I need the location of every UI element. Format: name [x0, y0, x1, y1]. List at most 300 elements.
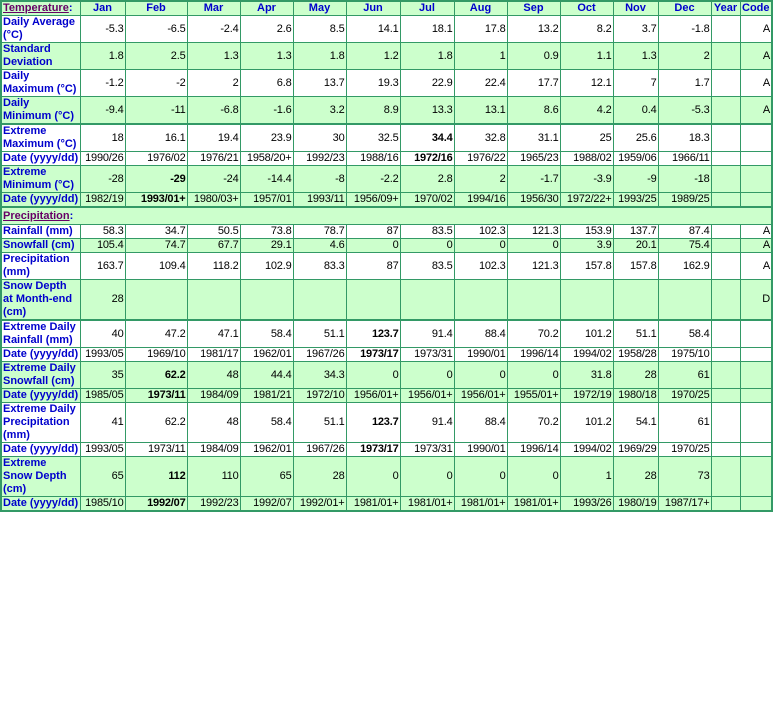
cell-dec: 1.7: [658, 70, 711, 97]
cell-aug: 17.8: [454, 16, 507, 43]
cell-jun: [346, 280, 400, 321]
cell-oct: 1972/19: [560, 389, 613, 403]
cell-oct: 1: [560, 457, 613, 497]
cell-mar: 2: [187, 70, 240, 97]
cell-year: [711, 389, 740, 403]
cell-apr: 1992/07: [240, 497, 293, 512]
table-row: [1, 166, 772, 193]
row-label: Date (yyyy/dd): [3, 497, 79, 509]
cell-sep: 31.1: [507, 124, 560, 152]
cell-jul: 1970/02: [400, 193, 454, 208]
cell-dec: 73: [658, 457, 711, 497]
cell-apr: 58.4: [240, 403, 293, 443]
cell-code: [740, 443, 772, 457]
cell-mar: 48: [187, 403, 240, 443]
cell-dec: 18.3: [658, 124, 711, 152]
row-label: Daily Maximum (°C): [1, 70, 80, 97]
cell-oct: 12.1: [560, 70, 613, 97]
row-label: Date (yyyy/dd): [3, 348, 79, 360]
table-row: [1, 348, 772, 362]
record-value: 1973/17: [360, 348, 399, 360]
cell-nov: 25.6: [613, 124, 658, 152]
cell-apr: 1962/01: [240, 443, 293, 457]
cell-year: [711, 16, 740, 43]
cell-mar: 1980/03+: [187, 193, 240, 208]
cell-jul: [400, 124, 454, 152]
cell-may: -8: [293, 166, 346, 193]
temperature-section-header: [1, 1, 80, 16]
precipitation-link[interactable]: Precipitation: [3, 209, 70, 222]
cell-jun: 19.3: [346, 70, 400, 97]
cell-may: 1972/10: [293, 389, 346, 403]
cell-nov: 1959/06: [613, 152, 658, 166]
cell-aug: 102.3: [454, 225, 507, 239]
cell-sep: 0.9: [507, 43, 560, 70]
cell-code: [740, 362, 772, 389]
cell-apr: 44.4: [240, 362, 293, 389]
cell-year: [711, 43, 740, 70]
cell-aug: 1956/01+: [454, 389, 507, 403]
record-value: 1973/17: [360, 443, 399, 455]
row-label: Extreme Minimum (°C): [1, 166, 80, 193]
table-row: [1, 362, 772, 389]
cell-code: [740, 152, 772, 166]
row-label: Snow Depth at Month-end (cm): [1, 280, 80, 321]
cell-year: [711, 152, 740, 166]
cell-dec: 1970/25: [658, 389, 711, 403]
row-label: Daily Minimum (°C): [1, 97, 80, 125]
cell-aug: [454, 280, 507, 321]
record-value: 34.4: [431, 131, 453, 144]
column-header-jul: Jul: [400, 1, 454, 16]
cell-jun: 87: [346, 253, 400, 280]
cell-aug: 1976/22: [454, 152, 507, 166]
cell-sep: -1.7: [507, 166, 560, 193]
cell-dec: 2: [658, 43, 711, 70]
cell-oct: 1972/22+: [560, 193, 613, 208]
cell-apr: 1957/01: [240, 193, 293, 208]
cell-aug: 1990/01: [454, 443, 507, 457]
column-header-may: May: [293, 1, 346, 16]
cell-dec: 61: [658, 362, 711, 389]
cell-apr: 1958/20+: [240, 152, 293, 166]
cell-year: [711, 362, 740, 389]
cell-oct: 101.2: [560, 320, 613, 348]
cell-nov: 1980/18: [613, 389, 658, 403]
cell-jan: 1985/05: [80, 389, 125, 403]
cell-may: 83.3: [293, 253, 346, 280]
cell-year: [711, 193, 740, 208]
cell-sep: 0: [507, 239, 560, 253]
cell-code: [740, 389, 772, 403]
cell-code: [740, 348, 772, 362]
cell-may: 51.1: [293, 320, 346, 348]
cell-oct: 31.8: [560, 362, 613, 389]
cell-nov: 54.1: [613, 403, 658, 443]
cell-apr: -1.6: [240, 97, 293, 125]
cell-nov: -9: [613, 166, 658, 193]
cell-may: 13.7: [293, 70, 346, 97]
cell-feb: 2.5: [125, 43, 187, 70]
cell-jul: 1.8: [400, 43, 454, 70]
cell-may: 34.3: [293, 362, 346, 389]
cell-feb: 34.7: [125, 225, 187, 239]
cell-aug: 0: [454, 362, 507, 389]
cell-aug: 1: [454, 43, 507, 70]
cell-oct: 1993/26: [560, 497, 613, 512]
table-row: [1, 320, 772, 348]
cell-sep: 17.7: [507, 70, 560, 97]
cell-dec: 1975/10: [658, 348, 711, 362]
table-row: [1, 43, 772, 70]
cell-sep: 70.2: [507, 320, 560, 348]
cell-mar: [187, 280, 240, 321]
cell-sep: 0: [507, 362, 560, 389]
cell-nov: 157.8: [613, 253, 658, 280]
cell-nov: 3.7: [613, 16, 658, 43]
colon: :: [69, 209, 74, 222]
cell-jun: 1988/16: [346, 152, 400, 166]
row-label: Extreme Daily Snowfall (cm): [1, 362, 80, 389]
column-header-feb: Feb: [125, 1, 187, 16]
cell-jan: 58.3: [80, 225, 125, 239]
cell-year: [711, 457, 740, 497]
cell-year: [711, 124, 740, 152]
cell-jun: 14.1: [346, 16, 400, 43]
row-label: Rainfall (mm): [1, 225, 80, 239]
cell-jan: 65: [80, 457, 125, 497]
cell-feb: [125, 362, 187, 389]
cell-year: [711, 253, 740, 280]
cell-jun: 0: [346, 362, 400, 389]
temperature-link[interactable]: Temperature: [3, 2, 69, 14]
cell-year: [711, 97, 740, 125]
cell-mar: 50.5: [187, 225, 240, 239]
cell-feb: 47.2: [125, 320, 187, 348]
cell-year: [711, 225, 740, 239]
cell-jul: 1973/31: [400, 348, 454, 362]
cell-code: A: [740, 43, 772, 70]
cell-mar: 48: [187, 362, 240, 389]
cell-apr: 1.3: [240, 43, 293, 70]
cell-code: D: [740, 280, 772, 321]
cell-year: [711, 70, 740, 97]
record-value: -29: [170, 172, 186, 185]
cell-code: A: [740, 97, 772, 125]
cell-feb: 109.4: [125, 253, 187, 280]
cell-sep: 121.3: [507, 225, 560, 239]
cell-jan: 1993/05: [80, 443, 125, 457]
cell-oct: 25: [560, 124, 613, 152]
cell-year: [711, 239, 740, 253]
column-header-dec: Dec: [658, 1, 711, 16]
table-row: [1, 152, 772, 166]
cell-apr: 29.1: [240, 239, 293, 253]
column-header-jun: Jun: [346, 1, 400, 16]
cell-may: 8.5: [293, 16, 346, 43]
cell-mar: -2.4: [187, 16, 240, 43]
row-label: Snowfall (cm): [1, 239, 80, 253]
cell-mar: 67.7: [187, 239, 240, 253]
cell-dec: 1987/17+: [658, 497, 711, 512]
cell-nov: 137.7: [613, 225, 658, 239]
table-row: [1, 193, 772, 208]
cell-jul: 83.5: [400, 225, 454, 239]
cell-aug: 22.4: [454, 70, 507, 97]
cell-feb: 62.2: [125, 403, 187, 443]
record-value: 123.7: [371, 327, 399, 340]
cell-oct: [560, 280, 613, 321]
cell-feb: [125, 280, 187, 321]
cell-jul: [400, 280, 454, 321]
column-header-nov: Nov: [613, 1, 658, 16]
row-label: Date (yyyy/dd): [3, 152, 79, 164]
cell-sep: 1956/30: [507, 193, 560, 208]
cell-feb: [125, 166, 187, 193]
cell-sep: 1996/14: [507, 348, 560, 362]
cell-nov: 28: [613, 457, 658, 497]
table-row: [1, 457, 772, 497]
cell-nov: 28: [613, 362, 658, 389]
cell-nov: 20.1: [613, 239, 658, 253]
cell-dec: 1966/11: [658, 152, 711, 166]
cell-dec: 1970/25: [658, 443, 711, 457]
row-label: Extreme Snow Depth (cm): [1, 457, 80, 497]
cell-jan: 1982/19: [80, 193, 125, 208]
cell-apr: 1981/21: [240, 389, 293, 403]
cell-feb: -11: [125, 97, 187, 125]
cell-oct: -3.9: [560, 166, 613, 193]
cell-sep: 0: [507, 457, 560, 497]
cell-may: 1993/11: [293, 193, 346, 208]
cell-mar: -6.8: [187, 97, 240, 125]
cell-oct: 1994/02: [560, 348, 613, 362]
colon: :: [68, 2, 73, 14]
cell-may: 78.7: [293, 225, 346, 239]
cell-dec: 87.4: [658, 225, 711, 239]
cell-jun: [346, 403, 400, 443]
cell-code: [740, 497, 772, 512]
cell-code: [740, 320, 772, 348]
cell-aug: 13.1: [454, 97, 507, 125]
cell-jul: 91.4: [400, 320, 454, 348]
cell-aug: 0: [454, 457, 507, 497]
cell-mar: 1992/23: [187, 497, 240, 512]
cell-mar: -24: [187, 166, 240, 193]
row-label: Precipitation (mm): [1, 253, 80, 280]
cell-may: 4.6: [293, 239, 346, 253]
cell-code: A: [740, 253, 772, 280]
cell-jul: 1956/01+: [400, 389, 454, 403]
header-row: [1, 1, 772, 16]
cell-jan: -5.3: [80, 16, 125, 43]
record-value: 1973/11: [147, 389, 186, 401]
row-label: Date (yyyy/dd): [3, 389, 79, 401]
cell-jun: -2.2: [346, 166, 400, 193]
cell-apr: 23.9: [240, 124, 293, 152]
cell-oct: 153.9: [560, 225, 613, 239]
column-header-jan: Jan: [80, 1, 125, 16]
cell-code: A: [740, 16, 772, 43]
cell-aug: 102.3: [454, 253, 507, 280]
cell-feb: 1969/10: [125, 348, 187, 362]
cell-jan: 1.8: [80, 43, 125, 70]
cell-nov: 51.1: [613, 320, 658, 348]
cell-year: [711, 403, 740, 443]
cell-mar: 1984/09: [187, 389, 240, 403]
cell-may: [293, 280, 346, 321]
precipitation-section-header: [1, 207, 772, 225]
cell-may: 28: [293, 457, 346, 497]
cell-dec: 1989/25: [658, 193, 711, 208]
cell-jan: 163.7: [80, 253, 125, 280]
cell-aug: 88.4: [454, 320, 507, 348]
cell-jan: 28: [80, 280, 125, 321]
column-header-oct: Oct: [560, 1, 613, 16]
table-row: [1, 280, 772, 321]
cell-dec: 75.4: [658, 239, 711, 253]
cell-jan: 18: [80, 124, 125, 152]
cell-mar: 47.1: [187, 320, 240, 348]
cell-jun: 32.5: [346, 124, 400, 152]
cell-mar: 1981/17: [187, 348, 240, 362]
cell-oct: 1994/02: [560, 443, 613, 457]
cell-nov: 1958/28: [613, 348, 658, 362]
cell-apr: 102.9: [240, 253, 293, 280]
cell-jun: [346, 348, 400, 362]
cell-jan: 1993/05: [80, 348, 125, 362]
cell-oct: 4.2: [560, 97, 613, 125]
cell-jun: 1956/01+: [346, 389, 400, 403]
table-row: [1, 70, 772, 97]
cell-may: 1967/26: [293, 348, 346, 362]
cell-year: [711, 166, 740, 193]
cell-apr: [240, 280, 293, 321]
cell-aug: 2: [454, 166, 507, 193]
cell-mar: 1.3: [187, 43, 240, 70]
cell-nov: 1.3: [613, 43, 658, 70]
cell-dec: [658, 280, 711, 321]
cell-feb: -6.5: [125, 16, 187, 43]
cell-jun: [346, 320, 400, 348]
cell-feb: [125, 193, 187, 208]
cell-jan: -28: [80, 166, 125, 193]
cell-oct: 157.8: [560, 253, 613, 280]
cell-sep: 1981/01+: [507, 497, 560, 512]
cell-year: [711, 348, 740, 362]
cell-code: A: [740, 225, 772, 239]
record-value: 1972/16: [414, 152, 453, 164]
cell-feb: 16.1: [125, 124, 187, 152]
cell-jun: 8.9: [346, 97, 400, 125]
table-row: [1, 225, 772, 239]
row-label: Extreme Daily Precipitation (mm): [1, 403, 80, 443]
cell-jan: 35: [80, 362, 125, 389]
cell-feb: -2: [125, 70, 187, 97]
cell-year: [711, 497, 740, 512]
cell-jan: 40: [80, 320, 125, 348]
cell-mar: 110: [187, 457, 240, 497]
cell-sep: 70.2: [507, 403, 560, 443]
cell-aug: 1981/01+: [454, 497, 507, 512]
table-row: [1, 124, 772, 152]
row-label: Daily Average (°C): [1, 16, 80, 43]
cell-jun: 1956/09+: [346, 193, 400, 208]
cell-year: [711, 443, 740, 457]
cell-nov: 1969/29: [613, 443, 658, 457]
cell-apr: 2.6: [240, 16, 293, 43]
cell-jul: 1981/01+: [400, 497, 454, 512]
cell-jan: 1990/26: [80, 152, 125, 166]
cell-apr: 73.8: [240, 225, 293, 239]
cell-code: [740, 403, 772, 443]
cell-may: 1992/23: [293, 152, 346, 166]
cell-dec: 58.4: [658, 320, 711, 348]
cell-year: [711, 280, 740, 321]
table-row: [1, 403, 772, 443]
cell-nov: 1993/25: [613, 193, 658, 208]
cell-jul: 13.3: [400, 97, 454, 125]
cell-dec: -5.3: [658, 97, 711, 125]
cell-dec: -18: [658, 166, 711, 193]
cell-sep: 1996/14: [507, 443, 560, 457]
cell-feb: [125, 497, 187, 512]
cell-nov: 7: [613, 70, 658, 97]
cell-jul: 0: [400, 239, 454, 253]
cell-jul: 22.9: [400, 70, 454, 97]
table-row: [1, 443, 772, 457]
cell-feb: [125, 389, 187, 403]
cell-mar: 1984/09: [187, 443, 240, 457]
table-row: [1, 239, 772, 253]
cell-mar: 1976/21: [187, 152, 240, 166]
cell-apr: 6.8: [240, 70, 293, 97]
cell-jul: 91.4: [400, 403, 454, 443]
cell-apr: 58.4: [240, 320, 293, 348]
cell-may: 1992/01+: [293, 497, 346, 512]
cell-jan: 105.4: [80, 239, 125, 253]
cell-jul: [400, 152, 454, 166]
cell-oct: 1.1: [560, 43, 613, 70]
cell-feb: [125, 457, 187, 497]
cell-code: [740, 457, 772, 497]
cell-jul: 0: [400, 457, 454, 497]
column-header-mar: Mar: [187, 1, 240, 16]
cell-jan: -1.2: [80, 70, 125, 97]
cell-jun: [346, 443, 400, 457]
cell-aug: 0: [454, 239, 507, 253]
cell-jul: 1973/31: [400, 443, 454, 457]
cell-nov: 0.4: [613, 97, 658, 125]
table-row: [1, 497, 772, 512]
cell-sep: 13.2: [507, 16, 560, 43]
cell-sep: 8.6: [507, 97, 560, 125]
cell-sep: 1955/01+: [507, 389, 560, 403]
cell-code: [740, 166, 772, 193]
cell-aug: 1994/16: [454, 193, 507, 208]
record-value: 112: [168, 470, 186, 482]
cell-may: 1.8: [293, 43, 346, 70]
cell-aug: 1990/01: [454, 348, 507, 362]
record-value: 1992/07: [147, 497, 186, 509]
cell-jan: -9.4: [80, 97, 125, 125]
record-value: 62.2: [164, 368, 186, 381]
cell-oct: 101.2: [560, 403, 613, 443]
cell-oct: 8.2: [560, 16, 613, 43]
column-header-year: Year: [711, 1, 740, 16]
cell-apr: 65: [240, 457, 293, 497]
row-label: Date (yyyy/dd): [3, 443, 79, 455]
